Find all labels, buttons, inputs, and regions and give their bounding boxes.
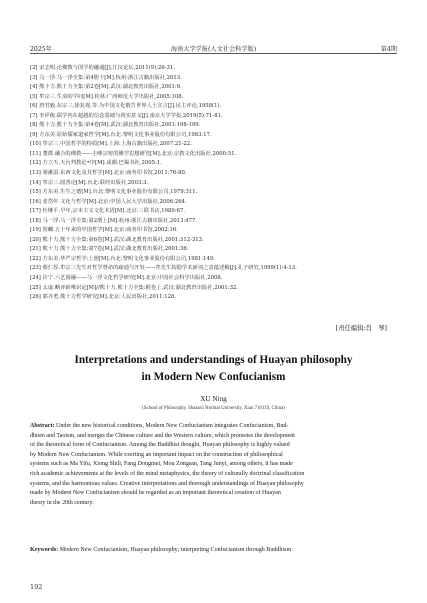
reference-item: [24] 许宁.六艺圆融——马一浮文化哲学研究[M].北京:中国社会科学出版社,2008. — [30, 275, 223, 282]
abstract-line: systems such as Ma Yifu, Xiong Shili, Fang Dongmei, Mou Zongsan, Tang Junyi, among others, it has made — [30, 461, 293, 468]
header-year: 2025年 — [30, 46, 52, 53]
header-divider — [30, 53, 397, 54]
reference-item: [25] 太虚.略评新唯识论[M]//熊十力.熊十力全集:附卷上.武汉:湖北教育出版社,2001:32. — [30, 284, 238, 291]
title-line: in Modern New Confucianism — [141, 371, 286, 383]
header-journal-title: 海南大学学报(人文社会科学版) — [170, 46, 257, 53]
english-abstract — [30, 422, 398, 508]
page-number: 192 — [30, 583, 43, 591]
title-line: Interpretations and understandings of Huayan philosophy — [74, 354, 353, 366]
abstract-line: theory in the 20th century. — [30, 499, 94, 506]
keywords-text: Modern New Confucianism; Huayan philosophy; interpreting Confucianism through Buddhism — [58, 547, 292, 553]
english-keywords — [30, 547, 398, 553]
reference-item: [12] 方立天.天台判教论•序[M].成都:巴蜀书社,2005:1. — [30, 160, 162, 167]
abstract-line: by Modern New Confucianism. While exerting an important impact on the construction of philosophical — [30, 451, 283, 458]
reference-item: [20] 熊十力.熊十力全集:第6卷[M].武汉:湖北教育出版社,2001:312-313. — [30, 236, 204, 243]
reference-item: [26] 郭齐勇.熊十力哲学研究[M].北京:人民出版社,2011:128. — [30, 294, 177, 301]
abstract-text: Under the new historical conditions, Modern New Confucianism integrates Confucianism, Bud- — [54, 423, 289, 429]
reference-item: [8] 熊十力.熊十力全集:第4卷[M].武汉:湖北教育出版社,2001:198-199. — [30, 122, 201, 129]
abstract-line: made by Modern New Confucianism should be regarded as an important theoretical creation of Huayan — [30, 490, 281, 497]
reference-item: [17] 杜继平.早年,宗本主义文化术语[M].北京:三联书店,1989:67. — [30, 208, 185, 215]
abstract-label: Abstract: — [30, 423, 55, 429]
reference-item: [21] 熊十力.熊十力全集:第7卷[M].武汉:湖北教育出版社,2001:36. — [30, 246, 189, 253]
keywords-label: Keywords: — [30, 547, 59, 553]
reference-item: [19] 贺麟.五十年来的中国哲学[M].北京:商务印书馆,2002:16. — [30, 227, 178, 234]
reference-item: [13] 梁漱溟.东西文化及其哲学[M].北京:商务印书馆,2011:76-80. — [30, 170, 187, 177]
reference-item: [23] 蔡仁厚.牟宗三先生对哲学慧命的疏通与开发——牟先生钩隐学术新词之意蕴述解[J].孔子研究,1999(1):4-13. — [30, 265, 297, 272]
abstract-line — [30, 422, 398, 432]
reference-item: [9] 方东美.原始儒家道家哲学[M].台北:黎明文化事业股份有限公司,1983:17. — [30, 131, 212, 138]
reference-item: [14] 牟宗三.圆善论[M].台北:联经出版社,2003:3. — [30, 179, 149, 186]
reference-item: [6] 唐君毅.东宗三,徐复观,等.为中国文化敬告世界人士宣言[J].民主评论,1958(1). — [30, 103, 222, 110]
header-issue: 第4期 — [380, 46, 397, 53]
reference-item: [18] 马一浮.马一浮全集:第2册上[M].杭州:浙江古籍出版社,2013:477. — [30, 217, 198, 224]
author-affiliation: (School of Philosophy, Shaanxi Normal University, Xian 710119, China) — [142, 406, 285, 411]
reference-item: [15] 方东美.生生之德[M].台北:黎明文化事业股份有限公司,1979:311. — [30, 189, 198, 196]
reference-item: [3] 马一浮.马一浮全集:第4册下[M].杭州:浙江古籍出版社,2013. — [30, 74, 182, 81]
author-name: XU Ning — [200, 395, 227, 403]
responsible-editor: [责任编辑:肖 琴] — [335, 325, 387, 332]
reference-item: [10] 牟宗三.中国哲学的特质[M].上海:上海古籍出版社,2007:21-22. — [30, 141, 192, 148]
reference-item: [16] 张岱年.文化与哲学[M].北京:中国人民大学出版社,2006:264. — [30, 198, 187, 205]
abstract-line: dhism and Taoism, and merges the Chinese culture and the Western culture, which promotes the development — [30, 432, 295, 439]
reference-item: [7] 李祥俊.儒学内在超越的信念基础与现实意义[J].南京大学学报,2019(5):71-81. — [30, 112, 223, 119]
abstract-line: systems, and the harmonious values. Creative interpretations and thorough understandings of Huayan philosophy — [30, 480, 304, 487]
reference-item: [4] 熊十力.熊十力全集:第2卷[M].武汉:湖北教育出版社,2001:9. — [30, 84, 182, 91]
abstract-line: rich academic achievements at the levels of the mind metaphysics, the theory of culturally doctrinal classification — [30, 470, 305, 477]
reference-list — [30, 64, 400, 303]
reference-item: [22] 方东美.华严宗哲学:上册[M].台北:黎明文化事业股份有限公司,1981:149. — [30, 255, 215, 262]
english-title — [40, 352, 387, 386]
reference-item: [2] 宋志明.论佛教与国学的融通[J].江汉论坛,2011(9):26-31. — [30, 65, 175, 71]
running-header — [30, 44, 397, 56]
reference-item: [11] 董群.融合的佛教——圭峰宗密的佛学思想研究[M].北京:宗教文化出版社,2000:51. — [30, 150, 237, 157]
reference-item: [5] 牟宗三.生命的学问[M].桂林:广西师范大学出版社,2005:108. — [30, 93, 184, 100]
abstract-line: of the theoretical form of Confucianism. Among the Buddhist thought, Huayan philosophy is highly valued — [30, 442, 290, 449]
